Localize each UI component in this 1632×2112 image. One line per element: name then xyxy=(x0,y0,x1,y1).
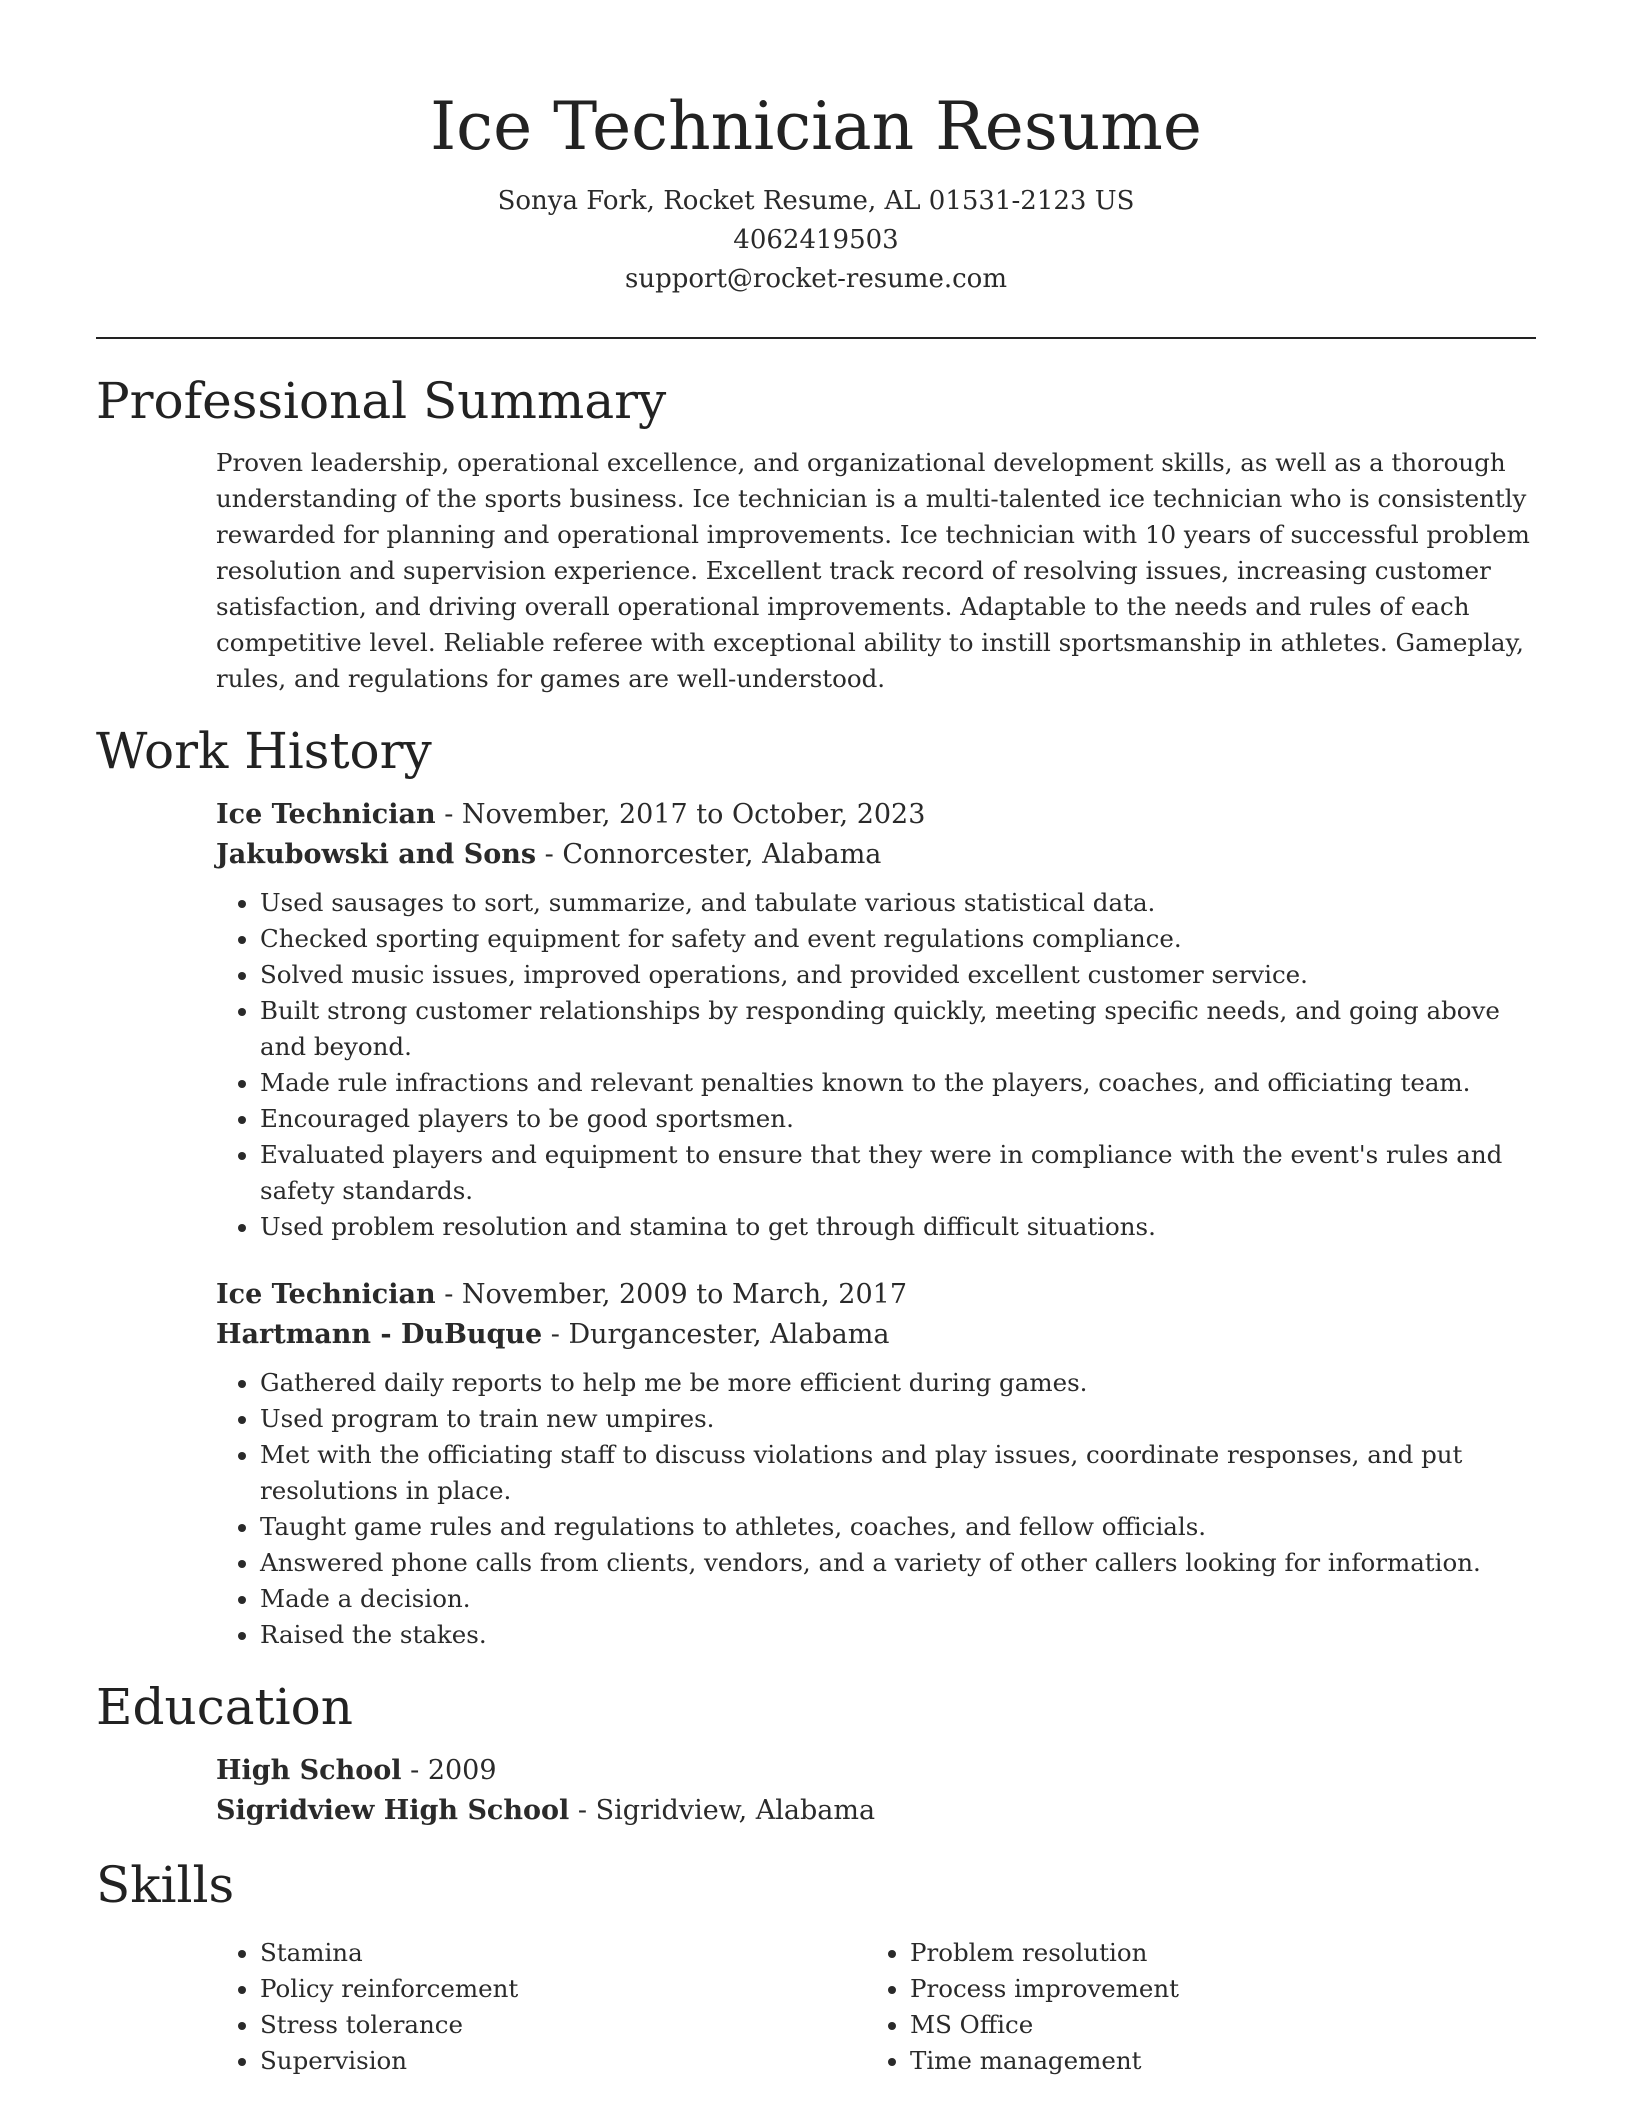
resume-header xyxy=(96,0,1536,299)
skills-column-right xyxy=(866,1925,1516,2079)
resume-page xyxy=(96,0,1536,2079)
job-bullet-list xyxy=(216,1365,1536,1653)
skills-list xyxy=(216,1935,866,2079)
header-divider xyxy=(96,337,1536,339)
job-title-line xyxy=(216,1275,1536,1315)
education-location: - Sigridview, Alabama xyxy=(569,1795,876,1826)
job-dates: - November, 2017 to October, 2023 xyxy=(435,799,926,830)
contact-block xyxy=(96,182,1536,299)
job-company-line xyxy=(216,1315,1536,1355)
job-bullet-list xyxy=(216,885,1536,1245)
job-bullet: • Raised the stakes. xyxy=(260,1617,1536,1653)
job-location: - Durgancester, Alabama xyxy=(542,1319,890,1350)
skill-item: • Policy reinforcement xyxy=(260,1971,866,2007)
education-degree-line xyxy=(216,1751,1536,1791)
job-bullet: • Used problem resolution and stamina to get through difficult situations. xyxy=(260,1209,1536,1245)
contact-phone: 4062419503 xyxy=(733,225,899,255)
job-title-line xyxy=(216,795,1536,835)
skill-item: • Problem resolution xyxy=(910,1935,1516,1971)
job-title: Ice Technician xyxy=(216,1279,436,1310)
summary-section xyxy=(96,369,1536,697)
job-company-line xyxy=(216,835,1536,875)
education-degree: High School xyxy=(216,1755,402,1786)
job-company: Hartmann - DuBuque xyxy=(216,1319,543,1350)
education-section xyxy=(96,1675,1536,1831)
education-heading: Education xyxy=(96,1678,353,1736)
contact-email[interactable]: support@rocket-resume.com xyxy=(624,264,1007,294)
job-bullet: • Encouraged players to be good sportsmen. xyxy=(260,1101,1536,1137)
job-bullet: • Made rule infractions and relevant penalties known to the players, coaches, and officiating team. xyxy=(260,1065,1536,1101)
skill-item: • Stamina xyxy=(260,1935,866,1971)
job-bullet: • Answered phone calls from clients, vendors, and a variety of other callers looking for information. xyxy=(260,1545,1536,1581)
education-year: - 2009 xyxy=(401,1755,497,1786)
job-bullet: • Met with the officiating staff to discuss violations and play issues, coordinate responses, and put resolutions in place. xyxy=(260,1437,1536,1509)
skills-heading: Skills xyxy=(96,1856,235,1914)
job-bullet: • Gathered daily reports to help me be more efficient during games. xyxy=(260,1365,1536,1401)
job-bullet: • Checked sporting equipment for safety and event regulations compliance. xyxy=(260,921,1536,957)
job-entry xyxy=(216,1275,1536,1653)
job-bullet: • Solved music issues, improved operations, and provided excellent customer service. xyxy=(260,957,1536,993)
education-school-line xyxy=(216,1791,1536,1831)
work-history-section xyxy=(96,719,1536,1653)
skills-column-left xyxy=(216,1925,866,2079)
work-history-heading: Work History xyxy=(96,722,432,780)
job-location: - Connorcester, Alabama xyxy=(536,839,882,870)
job-title: Ice Technician xyxy=(216,799,436,830)
job-entry xyxy=(216,795,1536,1245)
contact-address: Sonya Fork, Rocket Resume, AL 01531-2123 US xyxy=(497,186,1135,216)
job-bullet: • Made a decision. xyxy=(260,1581,1536,1617)
skill-item: • Stress tolerance xyxy=(260,2007,866,2043)
job-bullet: • Built strong customer relationships by responding quickly, meeting specific needs, and going above and beyond. xyxy=(260,993,1536,1065)
job-company: Jakubowski and Sons xyxy=(216,839,537,870)
job-bullet: • Evaluated players and equipment to ensure that they were in compliance with the event's rules and safety standards. xyxy=(260,1137,1536,1209)
resume-title: Ice Technician Resume xyxy=(430,88,1202,165)
summary-text: Proven leadership, operational excellence, and organizational development skills, as well as a thorough understanding of the sports business. Ice technician is a multi-talented ice technician who is consistently rewarded for planning and operational improvements. Ice technician with 10 years of successful problem resolution and supervision experience. Excellent track record of resolving issues, increasing customer satisfaction, and driving overall operational improvements. Adaptable to the needs and rules of each competitive level. Reliable referee with exceptional ability to instill sportsmanship in athletes. Gameplay, rules, and regulations for games are well-understood. xyxy=(216,448,1530,693)
education-school: Sigridview High School xyxy=(216,1795,570,1826)
skill-item: • MS Office xyxy=(910,2007,1516,2043)
skill-item: • Supervision xyxy=(260,2043,866,2079)
skills-section xyxy=(96,1853,1536,2079)
summary-heading: Professional Summary xyxy=(96,372,667,430)
job-dates: - November, 2009 to March, 2017 xyxy=(435,1279,908,1310)
skill-item: • Process improvement xyxy=(910,1971,1516,2007)
skill-item: • Time management xyxy=(910,2043,1516,2079)
job-bullet: • Taught game rules and regulations to athletes, coaches, and fellow officials. xyxy=(260,1509,1536,1545)
skills-list xyxy=(866,1935,1516,2079)
job-bullet: • Used sausages to sort, summarize, and tabulate various statistical data. xyxy=(260,885,1536,921)
job-bullet: • Used program to train new umpires. xyxy=(260,1401,1536,1437)
